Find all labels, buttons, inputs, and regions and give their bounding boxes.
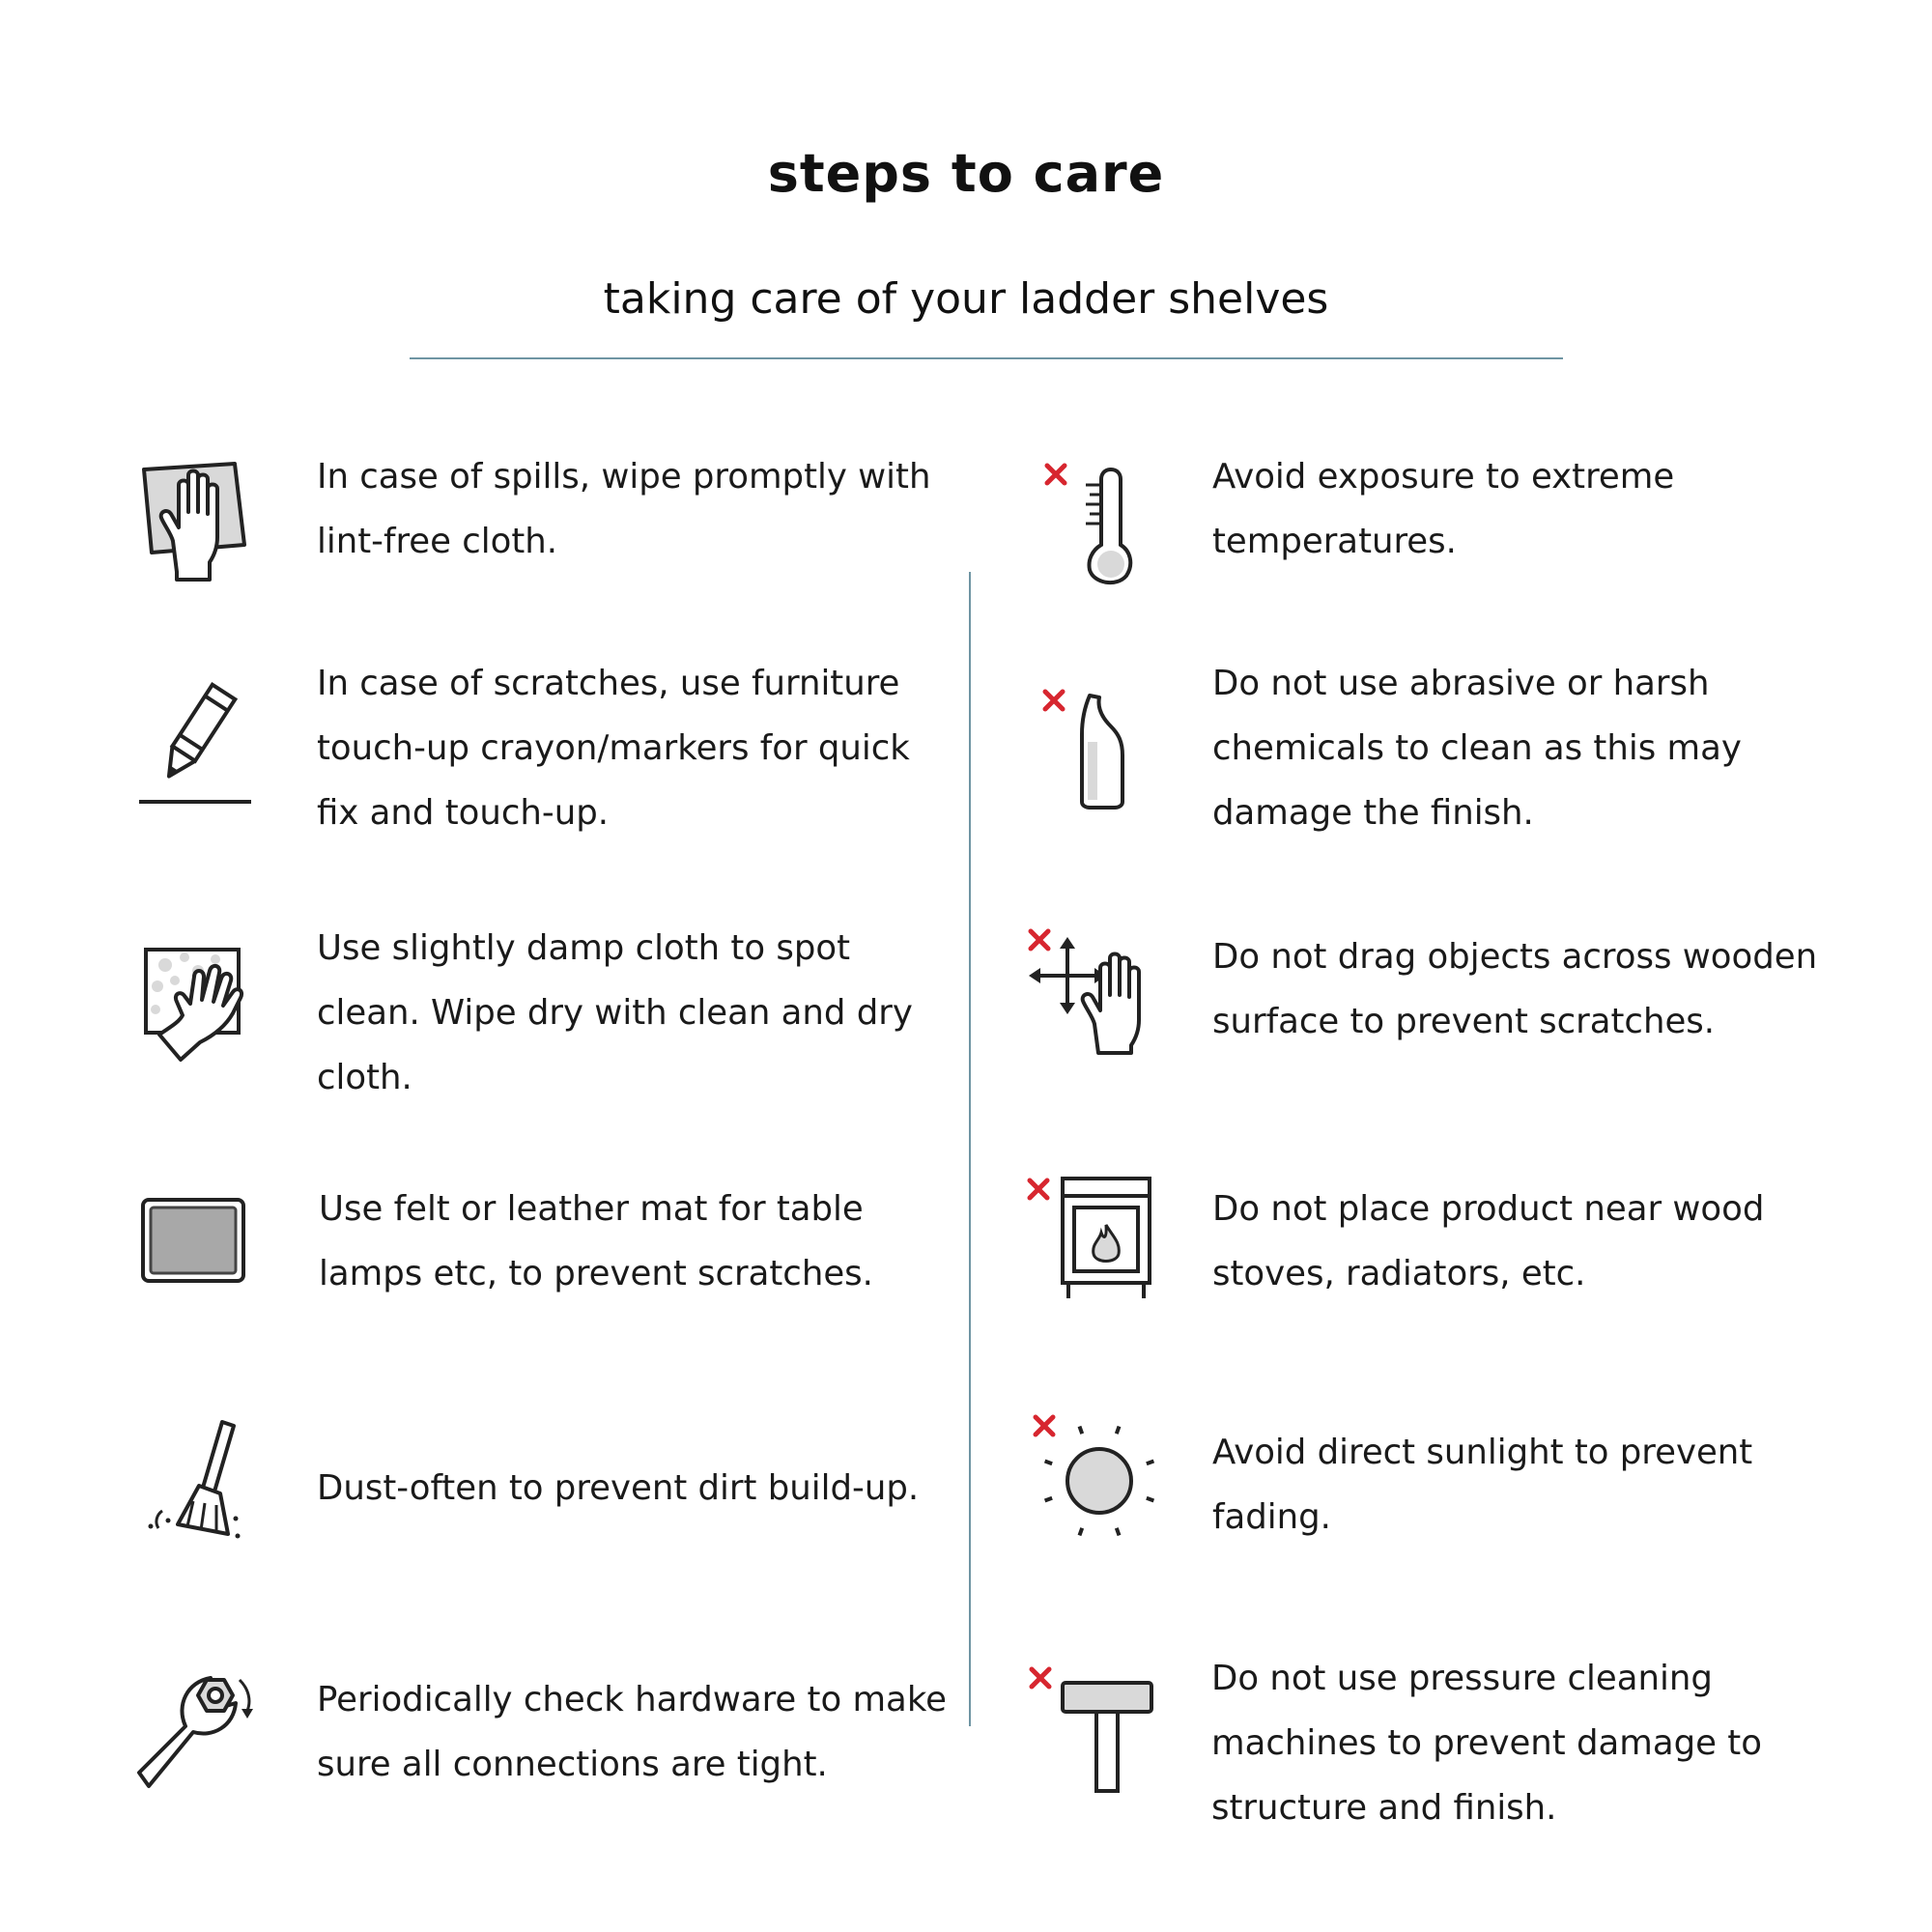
thermometer-icon (1043, 462, 1150, 587)
chemical-bottle-icon (1041, 688, 1148, 813)
duster-brush-icon (143, 1418, 249, 1544)
care-item-text: Periodically check hardware to make sure all connections are tight. (317, 1680, 947, 1784)
page-title: steps to care (767, 143, 1165, 204)
care-item-text: Use felt or leather mat for table lamps etc, to prevent scratches. (319, 1189, 873, 1293)
wipe-cloth-hand-icon (138, 456, 254, 582)
column-divider (969, 572, 971, 1726)
care-item-text: Do not use abrasive or harsh chemicals to clean as this may damage the finish. (1212, 664, 1742, 833)
care-item-text: In case of scratches, use furniture touch-up crayon/markers for quick fix and touch-up. (317, 664, 910, 833)
care-item-text: Do not drag objects across wooden surface to prevent scratches. (1212, 937, 1818, 1041)
pressure-nozzle-icon (1028, 1665, 1163, 1796)
sun-icon (1032, 1413, 1167, 1548)
care-item-text: Avoid direct sunlight to prevent fading. (1212, 1433, 1753, 1537)
care-item-text: Use slightly damp cloth to spot clean. Wipe dry with clean and dry cloth. (317, 928, 913, 1097)
wrench-icon (135, 1666, 261, 1792)
care-item-text: In case of spills, wipe promptly with lint-free cloth. (317, 457, 931, 561)
care-item-text: Avoid exposure to extreme temperatures. (1212, 457, 1675, 561)
page-subtitle: taking care of your ladder shelves (603, 274, 1329, 324)
care-item-text: Dust-often to prevent dirt build-up. (317, 1468, 920, 1508)
damp-cloth-hand-icon (138, 942, 254, 1067)
felt-mat-icon (141, 1198, 247, 1285)
care-item-text: Do not use pressure cleaning machines to prevent damage to structure and finish. (1211, 1659, 1762, 1828)
crayon-icon (135, 686, 261, 816)
header-divider (410, 357, 1563, 359)
care-item-text: Do not place product near wood stoves, radiators, etc. (1212, 1189, 1765, 1293)
wood-stove-icon (1026, 1177, 1161, 1307)
drag-hand-icon (1027, 927, 1162, 1058)
